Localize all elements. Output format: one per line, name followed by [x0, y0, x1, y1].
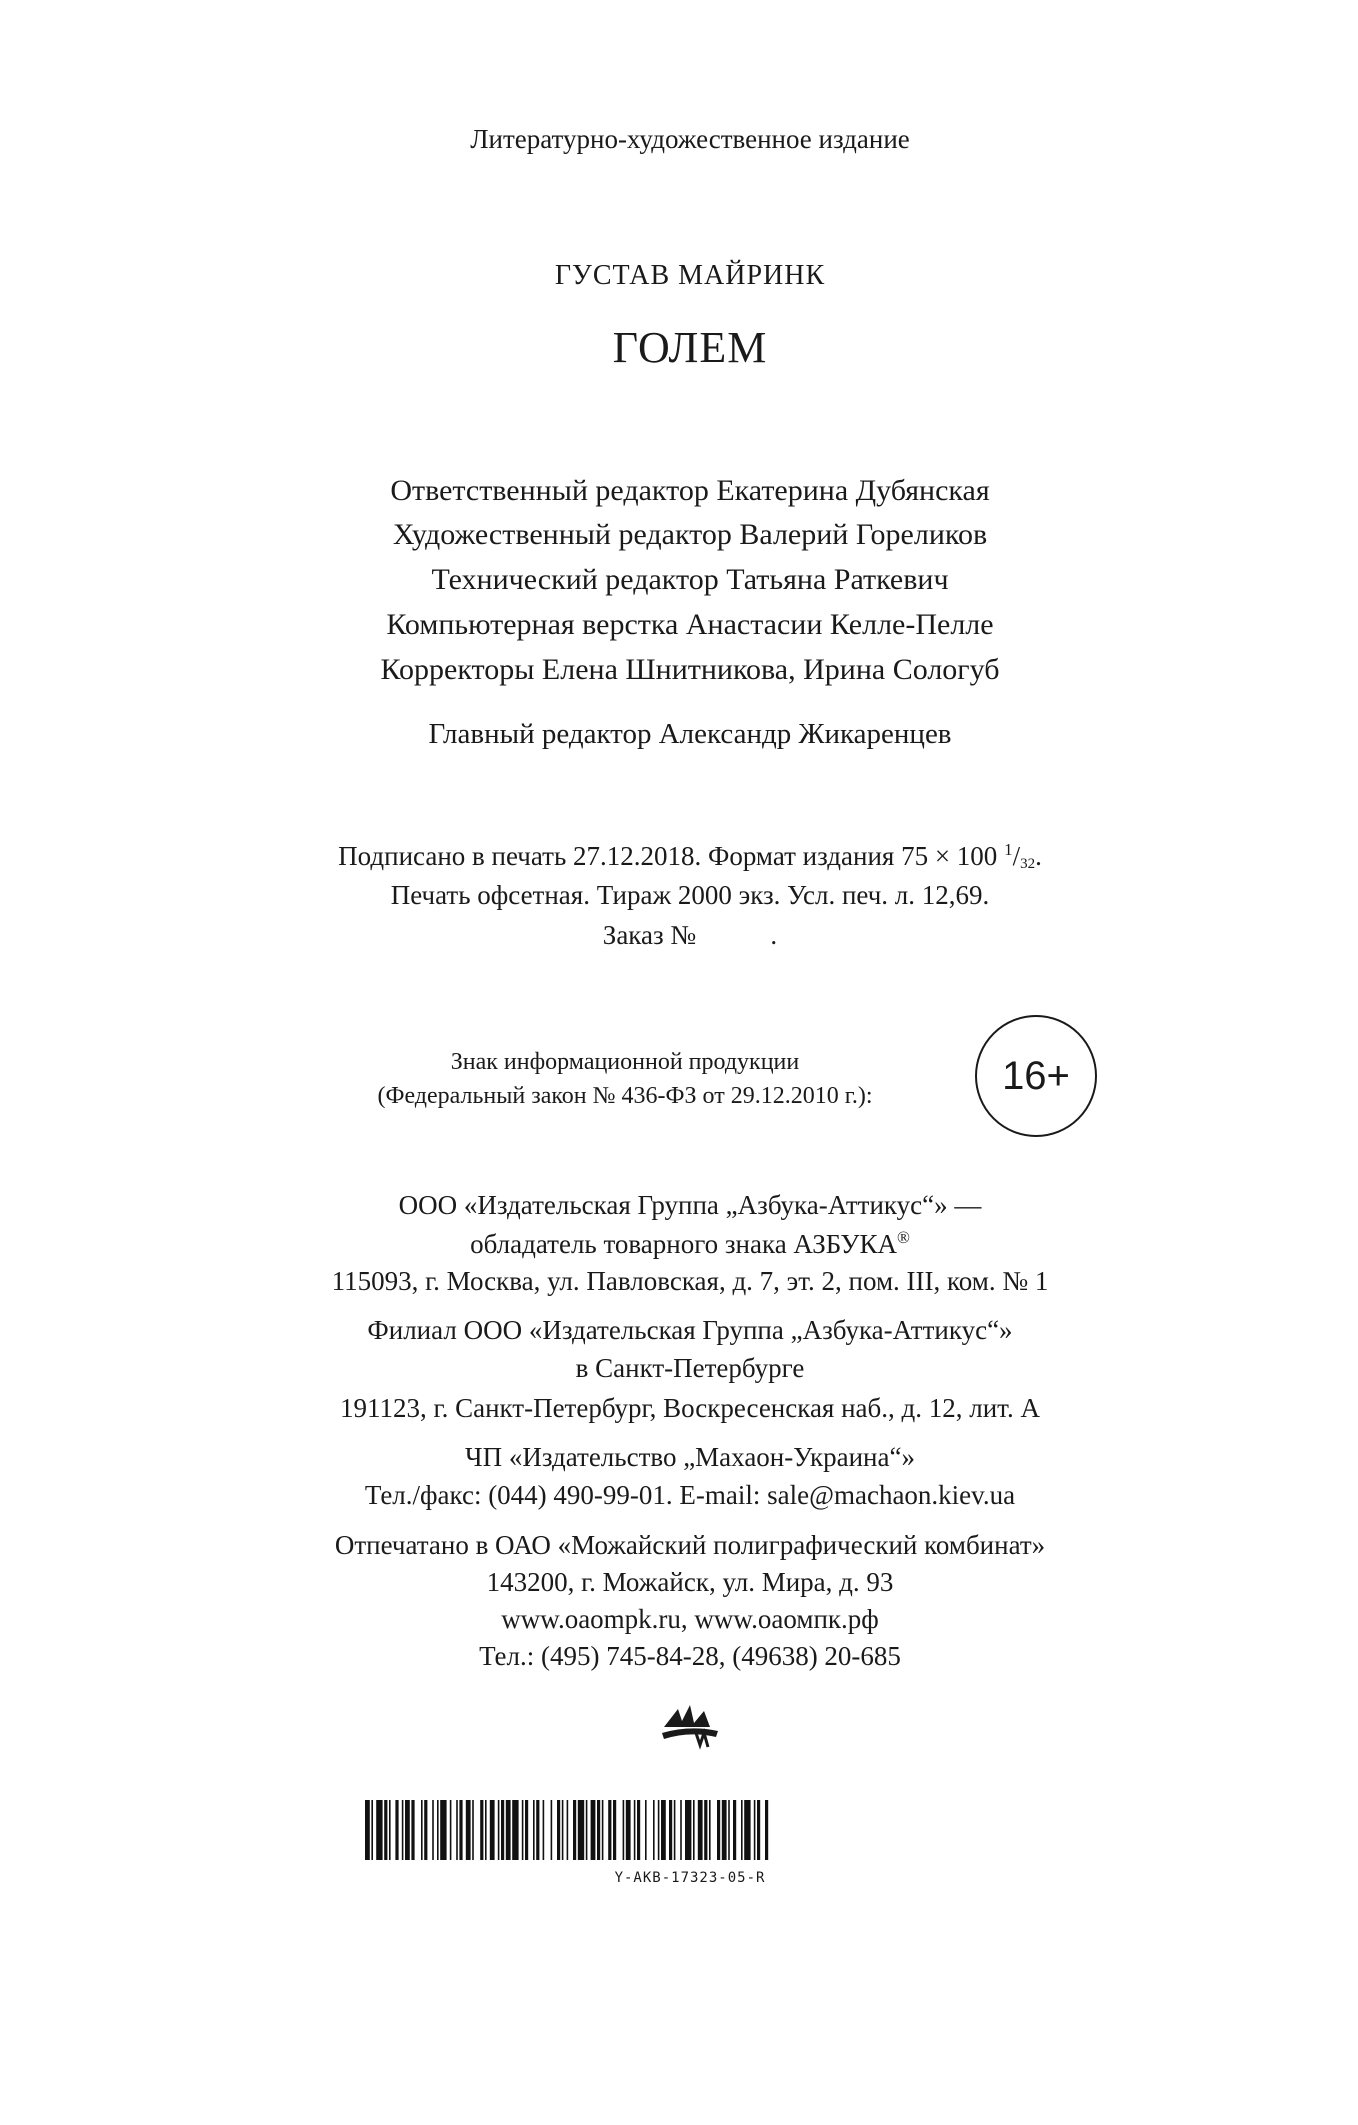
order-number: Заказ № . [602, 920, 778, 950]
barcode-bar [658, 1800, 660, 1860]
barcode-bar [744, 1800, 750, 1860]
barcode-bar [376, 1800, 382, 1860]
barcode-bar [680, 1800, 682, 1860]
barcode-bar [485, 1800, 487, 1860]
barcode-bar [562, 1800, 564, 1860]
barcode-bar [450, 1800, 452, 1860]
barcode-bar [728, 1800, 730, 1860]
barcode-bar [597, 1800, 600, 1860]
printer-address: 143200, г. Можайск, ул. Мира, д. 93 [486, 1567, 894, 1597]
ukraine-contacts: Тел./факс: (044) 490-99-01. E-mail: sale@machaon.kiev.ua [364, 1480, 1016, 1510]
book-title: ГОЛЕМ [612, 323, 768, 372]
credit-line: Ответственный редактор Екатерина Дубянская [390, 474, 990, 507]
barcode-bar [722, 1800, 727, 1860]
credit-line: Компьютерная верстка Анастасии Келле-Пелле [386, 608, 994, 641]
credit-line: Технический редактор Татьяна Раткевич [431, 563, 949, 596]
barcode-bar [405, 1800, 410, 1860]
barcode-bar [437, 1800, 439, 1860]
barcode-bar [754, 1800, 756, 1860]
barcode-bar [472, 1800, 474, 1860]
barcode-bar [411, 1800, 414, 1860]
barcode-bar [506, 1800, 511, 1860]
barcode-bar [536, 1800, 539, 1860]
barcode-bar [543, 1800, 545, 1860]
barcode-bar [693, 1800, 695, 1860]
barcode-bar [567, 1800, 569, 1860]
barcode-bar [757, 1800, 760, 1860]
barcode-bar [522, 1800, 524, 1860]
barcode-bar [557, 1800, 560, 1860]
barcode-bar [709, 1800, 711, 1860]
print-info-line2: Печать офсетная. Тираж 2000 экз. Усл. печ. л. 12,69. [390, 880, 990, 910]
printer-line1: Отпечатано в ОАО «Можайский полиграфический комбинат» [334, 1530, 1046, 1560]
barcode-bar [608, 1800, 611, 1860]
publisher-line2: обладатель товарного знака АЗБУКА® [470, 1228, 910, 1259]
barcode-bar [498, 1800, 500, 1860]
credit-line: Художественный редактор Валерий Гореликов [392, 518, 988, 551]
barcode-bar [421, 1800, 423, 1860]
branch-line1: Филиал ООО «Издательская Группа „Азбука-Аттикус“» [367, 1315, 1013, 1345]
barcode-bar [661, 1800, 666, 1860]
barcode-bar [623, 1800, 625, 1860]
barcode-bar [698, 1800, 703, 1860]
barcode-bar [432, 1800, 434, 1860]
barcode-bar [490, 1800, 495, 1860]
author-name: ГУСТАВ МАЙРИНК [554, 260, 826, 291]
chief-editor: Главный редактор Александр Жикаренцев [428, 718, 952, 750]
barcode-bar [626, 1800, 631, 1860]
barcode-bar [395, 1800, 398, 1860]
edition-type: Литературно-художественное издание [470, 124, 910, 154]
credit-line: Корректоры Елена Шнитникова, Ирина Сологуб [380, 653, 1000, 686]
barcode-bar [480, 1800, 483, 1860]
barcode-bar [685, 1800, 691, 1860]
barcode-bar [384, 1800, 387, 1860]
barcode-bar [637, 1800, 640, 1860]
barcode-bar [402, 1800, 404, 1860]
barcode-bar [365, 1800, 370, 1860]
barcode-bar [389, 1800, 391, 1860]
publisher-address: 115093, г. Москва, ул. Павловская, д. 7, эт. 2, пом. III, ком. № 1 [331, 1266, 1049, 1296]
barcode-bar [440, 1800, 446, 1860]
barcode-bar [533, 1800, 535, 1860]
barcode-bar [424, 1800, 427, 1860]
barcode-bar [717, 1800, 720, 1860]
age-mark-label: Знак информационной продукции [450, 1049, 800, 1075]
barcode [365, 1800, 1025, 1860]
barcode-bar [741, 1800, 743, 1860]
barcode-bar [466, 1800, 471, 1860]
age-mark-law: (Федеральный закон № 436-ФЗ от 29.12.2010 г.): [377, 1083, 873, 1109]
barcode-bar [578, 1800, 584, 1860]
barcode-bar [704, 1800, 707, 1860]
branch-address: 191123, г. Санкт-Петербург, Воскресенская наб., д. 12, лит. А [340, 1393, 1040, 1423]
age-rating-badge: 16+ [975, 1015, 1097, 1137]
barcode-bar [765, 1800, 768, 1860]
printer-websites: www.oaompk.ru, www.оаомпк.рф [501, 1604, 879, 1634]
publisher-logo-icon [660, 1695, 720, 1750]
info-product-mark [280, 1040, 970, 1160]
barcode-bar [586, 1800, 588, 1860]
barcode-bar [634, 1800, 636, 1860]
barcode-bar [371, 1800, 373, 1860]
barcode-bar [459, 1800, 462, 1860]
barcode-bar [512, 1800, 518, 1860]
barcode-bar [573, 1800, 576, 1860]
publisher-line1: ООО «Издательская Группа „Азбука-Аттикус“» — [398, 1190, 982, 1220]
barcode-bar [645, 1800, 647, 1860]
barcode-bar [591, 1800, 596, 1860]
barcode-bar [525, 1800, 528, 1860]
barcode-bar [613, 1800, 616, 1860]
print-info-line1: Подписано в печать 27.12.2018. Формат издания 75 × 100 $^1/_{32}$. [338, 840, 1042, 872]
barcode-bar [733, 1800, 736, 1860]
printer-phones: Тел.: (495) 745-84-28, (49638) 20-685 [479, 1641, 901, 1671]
barcode-bar [669, 1800, 672, 1860]
barcode-bar [653, 1800, 655, 1860]
barcode-bar [602, 1800, 604, 1860]
branch-line2: в Санкт-Петербурге [575, 1353, 805, 1383]
barcode-caption: Y-AKB-17323-05-R [614, 1870, 766, 1886]
barcode-bar [674, 1800, 676, 1860]
barcode-bar [456, 1800, 458, 1860]
ukraine-publisher: ЧП «Издательство „Махаон-Украина“» [465, 1442, 915, 1472]
barcode-bar [551, 1800, 553, 1860]
barcode-bar [501, 1800, 504, 1860]
